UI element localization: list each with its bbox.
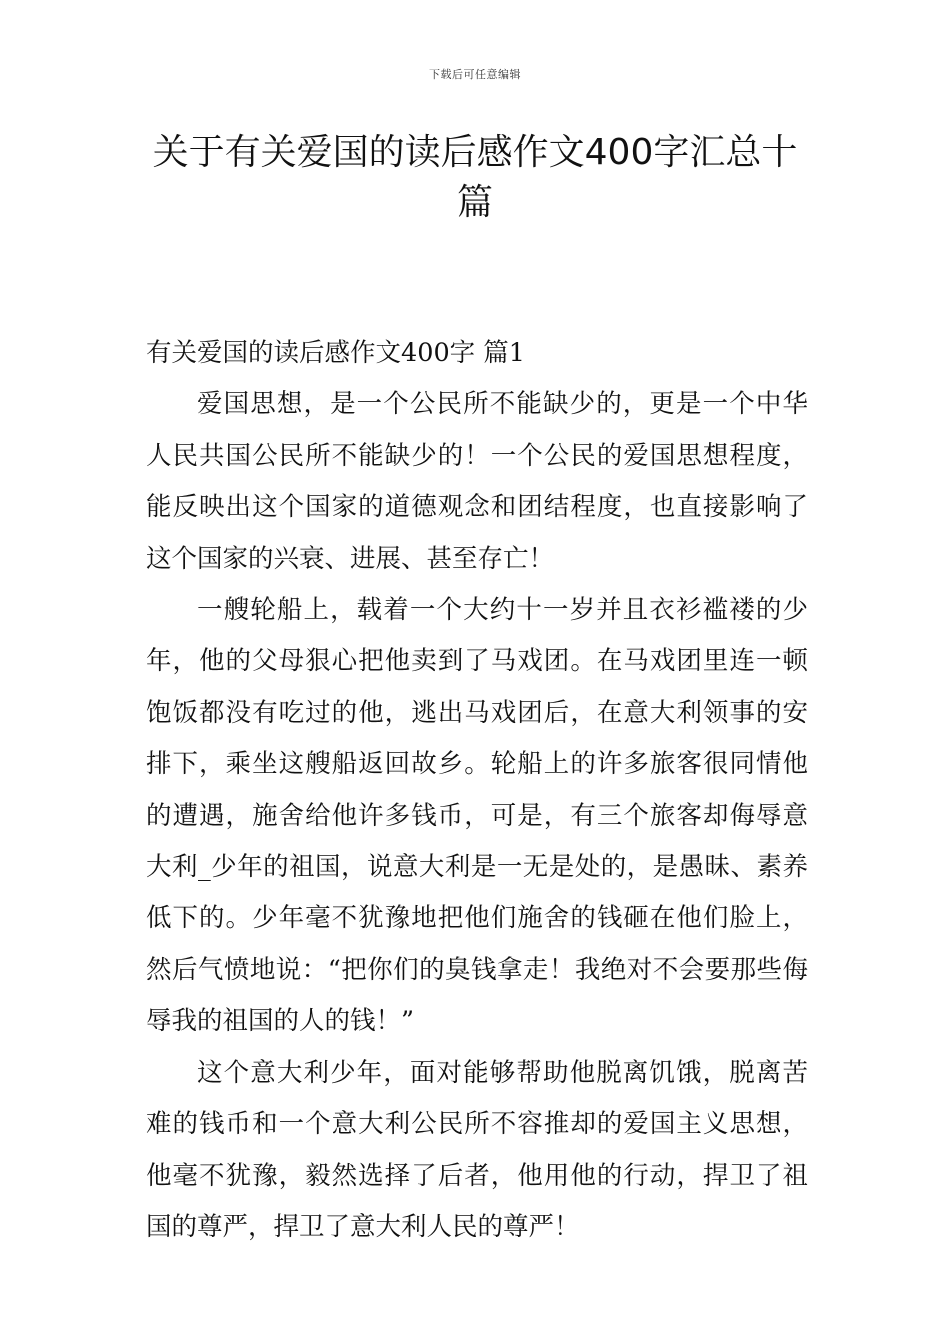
header-note: 下载后可任意编辑 bbox=[429, 68, 521, 81]
paragraph-3: 这个意大利少年，面对能够帮助他脱离饥饿，脱离苦难的钱币和一个意大利公民所不容推却的爱国主义思想，他毫不犹豫，毅然选择了后者，他用他的行动，捍卫了祖国的尊严，捍卫了意大利人民的尊严！ bbox=[146, 1057, 808, 1242]
section-heading: 有关爱国的读后感作文400字 篇1 bbox=[146, 338, 526, 368]
paragraph-1: 爱国思想，是一个公民所不能缺少的，更是一个中华人民共国公民所不能缺少的！一个公民的爱国思想程度，能反映出这个国家的道德观念和团结程度，也直接影响了这个国家的兴衰、进展、甚至存亡！ bbox=[146, 389, 808, 574]
document-body bbox=[146, 328, 808, 1253]
document-title: 关于有关爱国的读后感作文400字汇总十篇 bbox=[152, 132, 798, 223]
paragraph-2: 一艘轮船上，载着一个大约十一岁并且衣衫褴褛的少年，他的父母狠心把他卖到了马戏团。在马戏团里连一顿饱饭都没有吃过的他，逃出马戏团后，在意大利领事的安排下，乘坐这艘船返回故乡。轮船上的许多旅客很同情他的遭遇，施舍给他许多钱币，可是，有三个旅客却侮辱意大利_少年的祖国，说意大利是一无是处的，是愚昧、素养低下的。少年毫不犹豫地把他们施舍的钱砸在他们脸上，然后气愤地说：“把你们的臭钱拿走！我绝对不会要那些侮辱我的祖国的人的钱！” bbox=[146, 595, 808, 1037]
